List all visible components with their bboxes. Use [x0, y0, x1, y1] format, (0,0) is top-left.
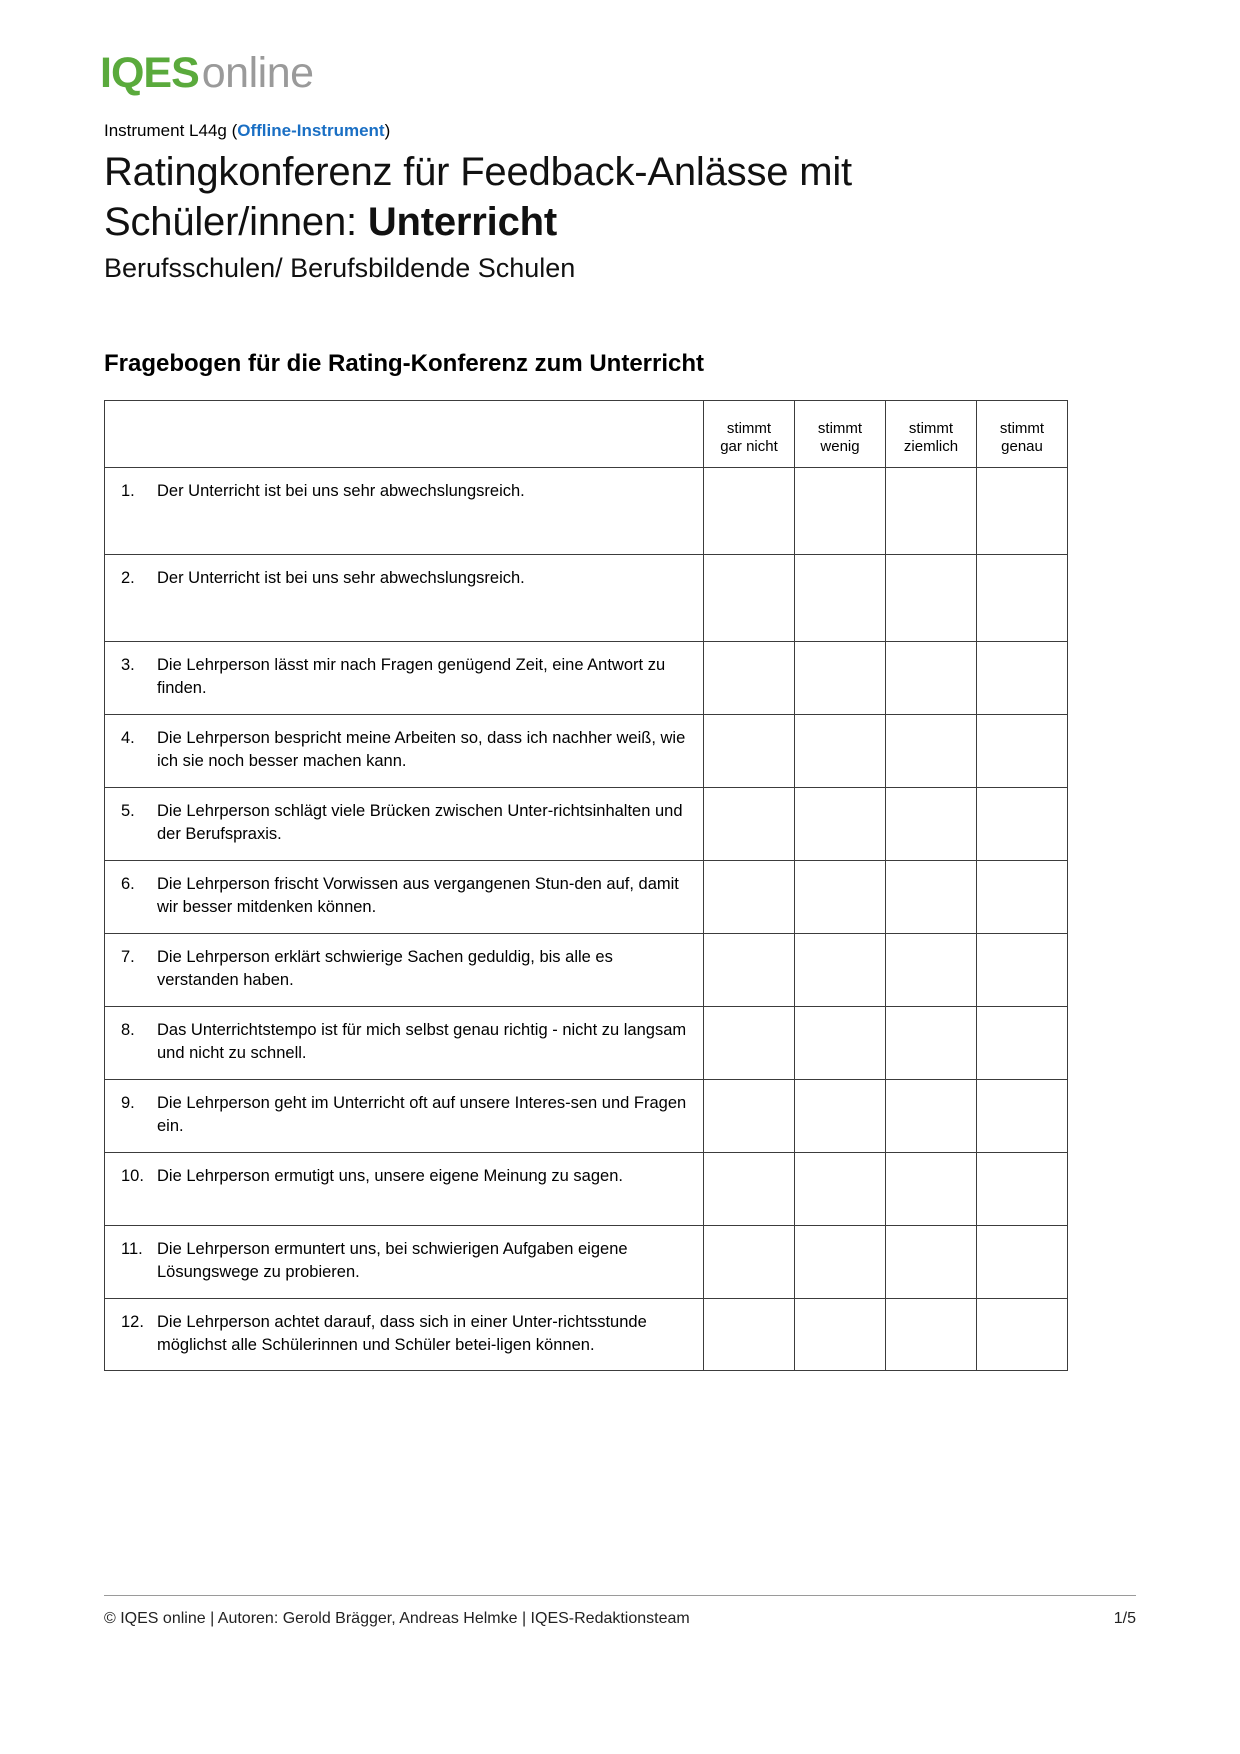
- answer-cell-option-1[interactable]: [704, 1080, 795, 1153]
- question-cell: [105, 715, 704, 788]
- question-text: Das Unterrichtstempo ist für mich selbst genau richtig - nicht zu langsam und nicht zu schnell.: [157, 1021, 687, 1063]
- question-cell: [105, 642, 704, 715]
- answer-cell-option-1[interactable]: [704, 934, 795, 1007]
- footer-credits: © IQES online | Autoren: Gerold Brägger, Andreas Helmke | IQES-Redaktionsteam: [104, 1610, 690, 1627]
- question-number: 5.: [121, 802, 135, 820]
- answer-cell-option-3[interactable]: [886, 555, 977, 642]
- answer-cell-option-3[interactable]: [886, 934, 977, 1007]
- question-text: Die Lehrperson bespricht meine Arbeiten so, dass ich nachher weiß, wie ich sie noch besser machen kann.: [157, 729, 686, 771]
- answer-cell-option-3[interactable]: [886, 642, 977, 715]
- page-title-line2-normal: Schüler/innen:: [104, 200, 368, 244]
- answer-cell-option-4[interactable]: [977, 555, 1068, 642]
- question-text: Die Lehrperson erklärt schwierige Sachen geduldig, bis alle es verstanden haben.: [157, 948, 613, 990]
- table-row: [105, 1153, 1068, 1226]
- questionnaire-body: [105, 468, 1068, 1371]
- logo-secondary-text: online: [201, 49, 314, 97]
- option-4-line1: stimmt: [999, 419, 1045, 437]
- page-title-line1: Ratingkonferenz für Feedback-Anlässe mit: [104, 150, 852, 194]
- question-cell: [105, 1080, 704, 1153]
- answer-cell-option-2[interactable]: [795, 788, 886, 861]
- answer-cell-option-3[interactable]: [886, 715, 977, 788]
- column-header-option-3: [886, 401, 977, 468]
- answer-cell-option-3[interactable]: [886, 861, 977, 934]
- column-header-option-1: [704, 401, 795, 468]
- question-text: Die Lehrperson frischt Vorwissen aus vergangenen Stun-den auf, damit wir besser mitdenken können.: [157, 875, 679, 917]
- table-row: [105, 1080, 1068, 1153]
- question-text: Die Lehrperson achtet darauf, dass sich in einer Unter-richtsstunde möglichst alle Schülerinnen und Schüler betei-ligen können.: [157, 1313, 647, 1355]
- question-cell: [105, 788, 704, 861]
- instrument-line: [104, 121, 1136, 141]
- answer-cell-option-4[interactable]: [977, 1153, 1068, 1226]
- answer-cell-option-1[interactable]: [704, 555, 795, 642]
- answer-cell-option-2[interactable]: [795, 1299, 886, 1371]
- section-title: Fragebogen für die Rating-Konferenz zum Unterricht: [104, 350, 705, 377]
- table-row: [105, 1007, 1068, 1080]
- option-1-line2: gar nicht: [720, 438, 778, 456]
- column-header-question: [105, 401, 704, 468]
- question-text: Der Unterricht ist bei uns sehr abwechslungsreich.: [157, 482, 525, 500]
- question-number: 10.: [121, 1167, 144, 1185]
- question-cell: [105, 1226, 704, 1299]
- question-cell: [105, 934, 704, 1007]
- question-text: Der Unterricht ist bei uns sehr abwechslungsreich.: [157, 569, 525, 587]
- answer-cell-option-1[interactable]: [704, 642, 795, 715]
- answer-cell-option-1[interactable]: [704, 1153, 795, 1226]
- question-cell: [105, 1299, 704, 1371]
- table-header-row: [105, 401, 1068, 468]
- question-number: 8.: [121, 1021, 135, 1039]
- answer-cell-option-2[interactable]: [795, 1080, 886, 1153]
- question-cell: [105, 468, 704, 555]
- answer-cell-option-2[interactable]: [795, 934, 886, 1007]
- question-number: 3.: [121, 656, 135, 674]
- answer-cell-option-3[interactable]: [886, 788, 977, 861]
- page-title: [104, 147, 1136, 247]
- answer-cell-option-1[interactable]: [704, 861, 795, 934]
- table-row: [105, 861, 1068, 934]
- answer-cell-option-3[interactable]: [886, 468, 977, 555]
- option-3-line1: stimmt: [908, 419, 954, 437]
- answer-cell-option-4[interactable]: [977, 934, 1068, 1007]
- option-2-line2: wenig: [820, 438, 860, 456]
- answer-cell-option-1[interactable]: [704, 1007, 795, 1080]
- option-4-line2: genau: [1001, 438, 1043, 456]
- question-number: 1.: [121, 482, 135, 500]
- page-number: 1/5: [1113, 1610, 1136, 1627]
- question-number: 4.: [121, 729, 135, 747]
- answer-cell-option-4[interactable]: [977, 642, 1068, 715]
- table-row: [105, 1299, 1068, 1371]
- answer-cell-option-3[interactable]: [886, 1299, 977, 1371]
- document-subtitle: Berufsschulen/ Berufsbildende Schulen: [104, 253, 576, 283]
- answer-cell-option-3[interactable]: [886, 1080, 977, 1153]
- answer-cell-option-3[interactable]: [886, 1226, 977, 1299]
- answer-cell-option-1[interactable]: [704, 715, 795, 788]
- column-header-option-4: [977, 401, 1068, 468]
- page-title-line2-bold: Unterricht: [367, 200, 557, 244]
- answer-cell-option-2[interactable]: [795, 555, 886, 642]
- question-number: 9.: [121, 1094, 135, 1112]
- questionnaire-table: [104, 400, 1068, 1371]
- option-1-line1: stimmt: [726, 419, 772, 437]
- answer-cell-option-4[interactable]: [977, 715, 1068, 788]
- table-row: [105, 1226, 1068, 1299]
- instrument-prefix: Instrument L44g (: [104, 121, 238, 140]
- question-cell: [105, 861, 704, 934]
- answer-cell-option-3[interactable]: [886, 1007, 977, 1080]
- table-row: [105, 934, 1068, 1007]
- question-text: Die Lehrperson lässt mir nach Fragen genügend Zeit, eine Antwort zu finden.: [157, 656, 666, 698]
- answer-cell-option-4[interactable]: [977, 468, 1068, 555]
- logo-primary-text: IQES: [100, 49, 199, 97]
- answer-cell-option-4[interactable]: [977, 861, 1068, 934]
- answer-cell-option-2[interactable]: [795, 1226, 886, 1299]
- option-2-line1: stimmt: [817, 419, 863, 437]
- answer-cell-option-2[interactable]: [795, 468, 886, 555]
- answer-cell-option-4[interactable]: [977, 1080, 1068, 1153]
- page-footer: [104, 1595, 1136, 1628]
- iqes-online-logo: [100, 49, 1136, 97]
- question-number: 7.: [121, 948, 135, 966]
- question-text: Die Lehrperson ermutigt uns, unsere eigene Meinung zu sagen.: [157, 1167, 623, 1185]
- answer-cell-option-1[interactable]: [704, 1299, 795, 1371]
- question-cell: [105, 1007, 704, 1080]
- question-text: Die Lehrperson ermuntert uns, bei schwierigen Aufgaben eigene Lösungswege zu probieren.: [157, 1240, 628, 1282]
- answer-cell-option-2[interactable]: [795, 861, 886, 934]
- table-row: [105, 555, 1068, 642]
- answer-cell-option-4[interactable]: [977, 1299, 1068, 1371]
- option-3-line2: ziemlich: [903, 438, 959, 456]
- question-number: 2.: [121, 569, 135, 587]
- question-cell: [105, 1153, 704, 1226]
- answer-cell-option-1[interactable]: [704, 1226, 795, 1299]
- question-text: Die Lehrperson schlägt viele Brücken zwischen Unter-richtsinhalten und der Berufspraxis.: [157, 802, 683, 844]
- answer-cell-option-1[interactable]: [704, 788, 795, 861]
- question-number: 12.: [121, 1313, 144, 1331]
- answer-cell-option-2[interactable]: [795, 1153, 886, 1226]
- answer-cell-option-2[interactable]: [795, 1007, 886, 1080]
- column-header-option-2: [795, 401, 886, 468]
- table-row: [105, 468, 1068, 555]
- table-row: [105, 715, 1068, 788]
- answer-cell-option-4[interactable]: [977, 788, 1068, 861]
- offline-instrument-tag: Offline-Instrument: [237, 121, 385, 140]
- answer-cell-option-4[interactable]: [977, 1226, 1068, 1299]
- table-row: [105, 788, 1068, 861]
- answer-cell-option-2[interactable]: [795, 715, 886, 788]
- question-number: 6.: [121, 875, 135, 893]
- answer-cell-option-4[interactable]: [977, 1007, 1068, 1080]
- question-number: 11.: [121, 1240, 143, 1258]
- table-row: [105, 642, 1068, 715]
- question-text: Die Lehrperson geht im Unterricht oft auf unsere Interes-sen und Fragen ein.: [157, 1094, 687, 1136]
- question-cell: [105, 555, 704, 642]
- answer-cell-option-1[interactable]: [704, 468, 795, 555]
- answer-cell-option-2[interactable]: [795, 642, 886, 715]
- answer-cell-option-3[interactable]: [886, 1153, 977, 1226]
- instrument-suffix: ): [384, 121, 391, 140]
